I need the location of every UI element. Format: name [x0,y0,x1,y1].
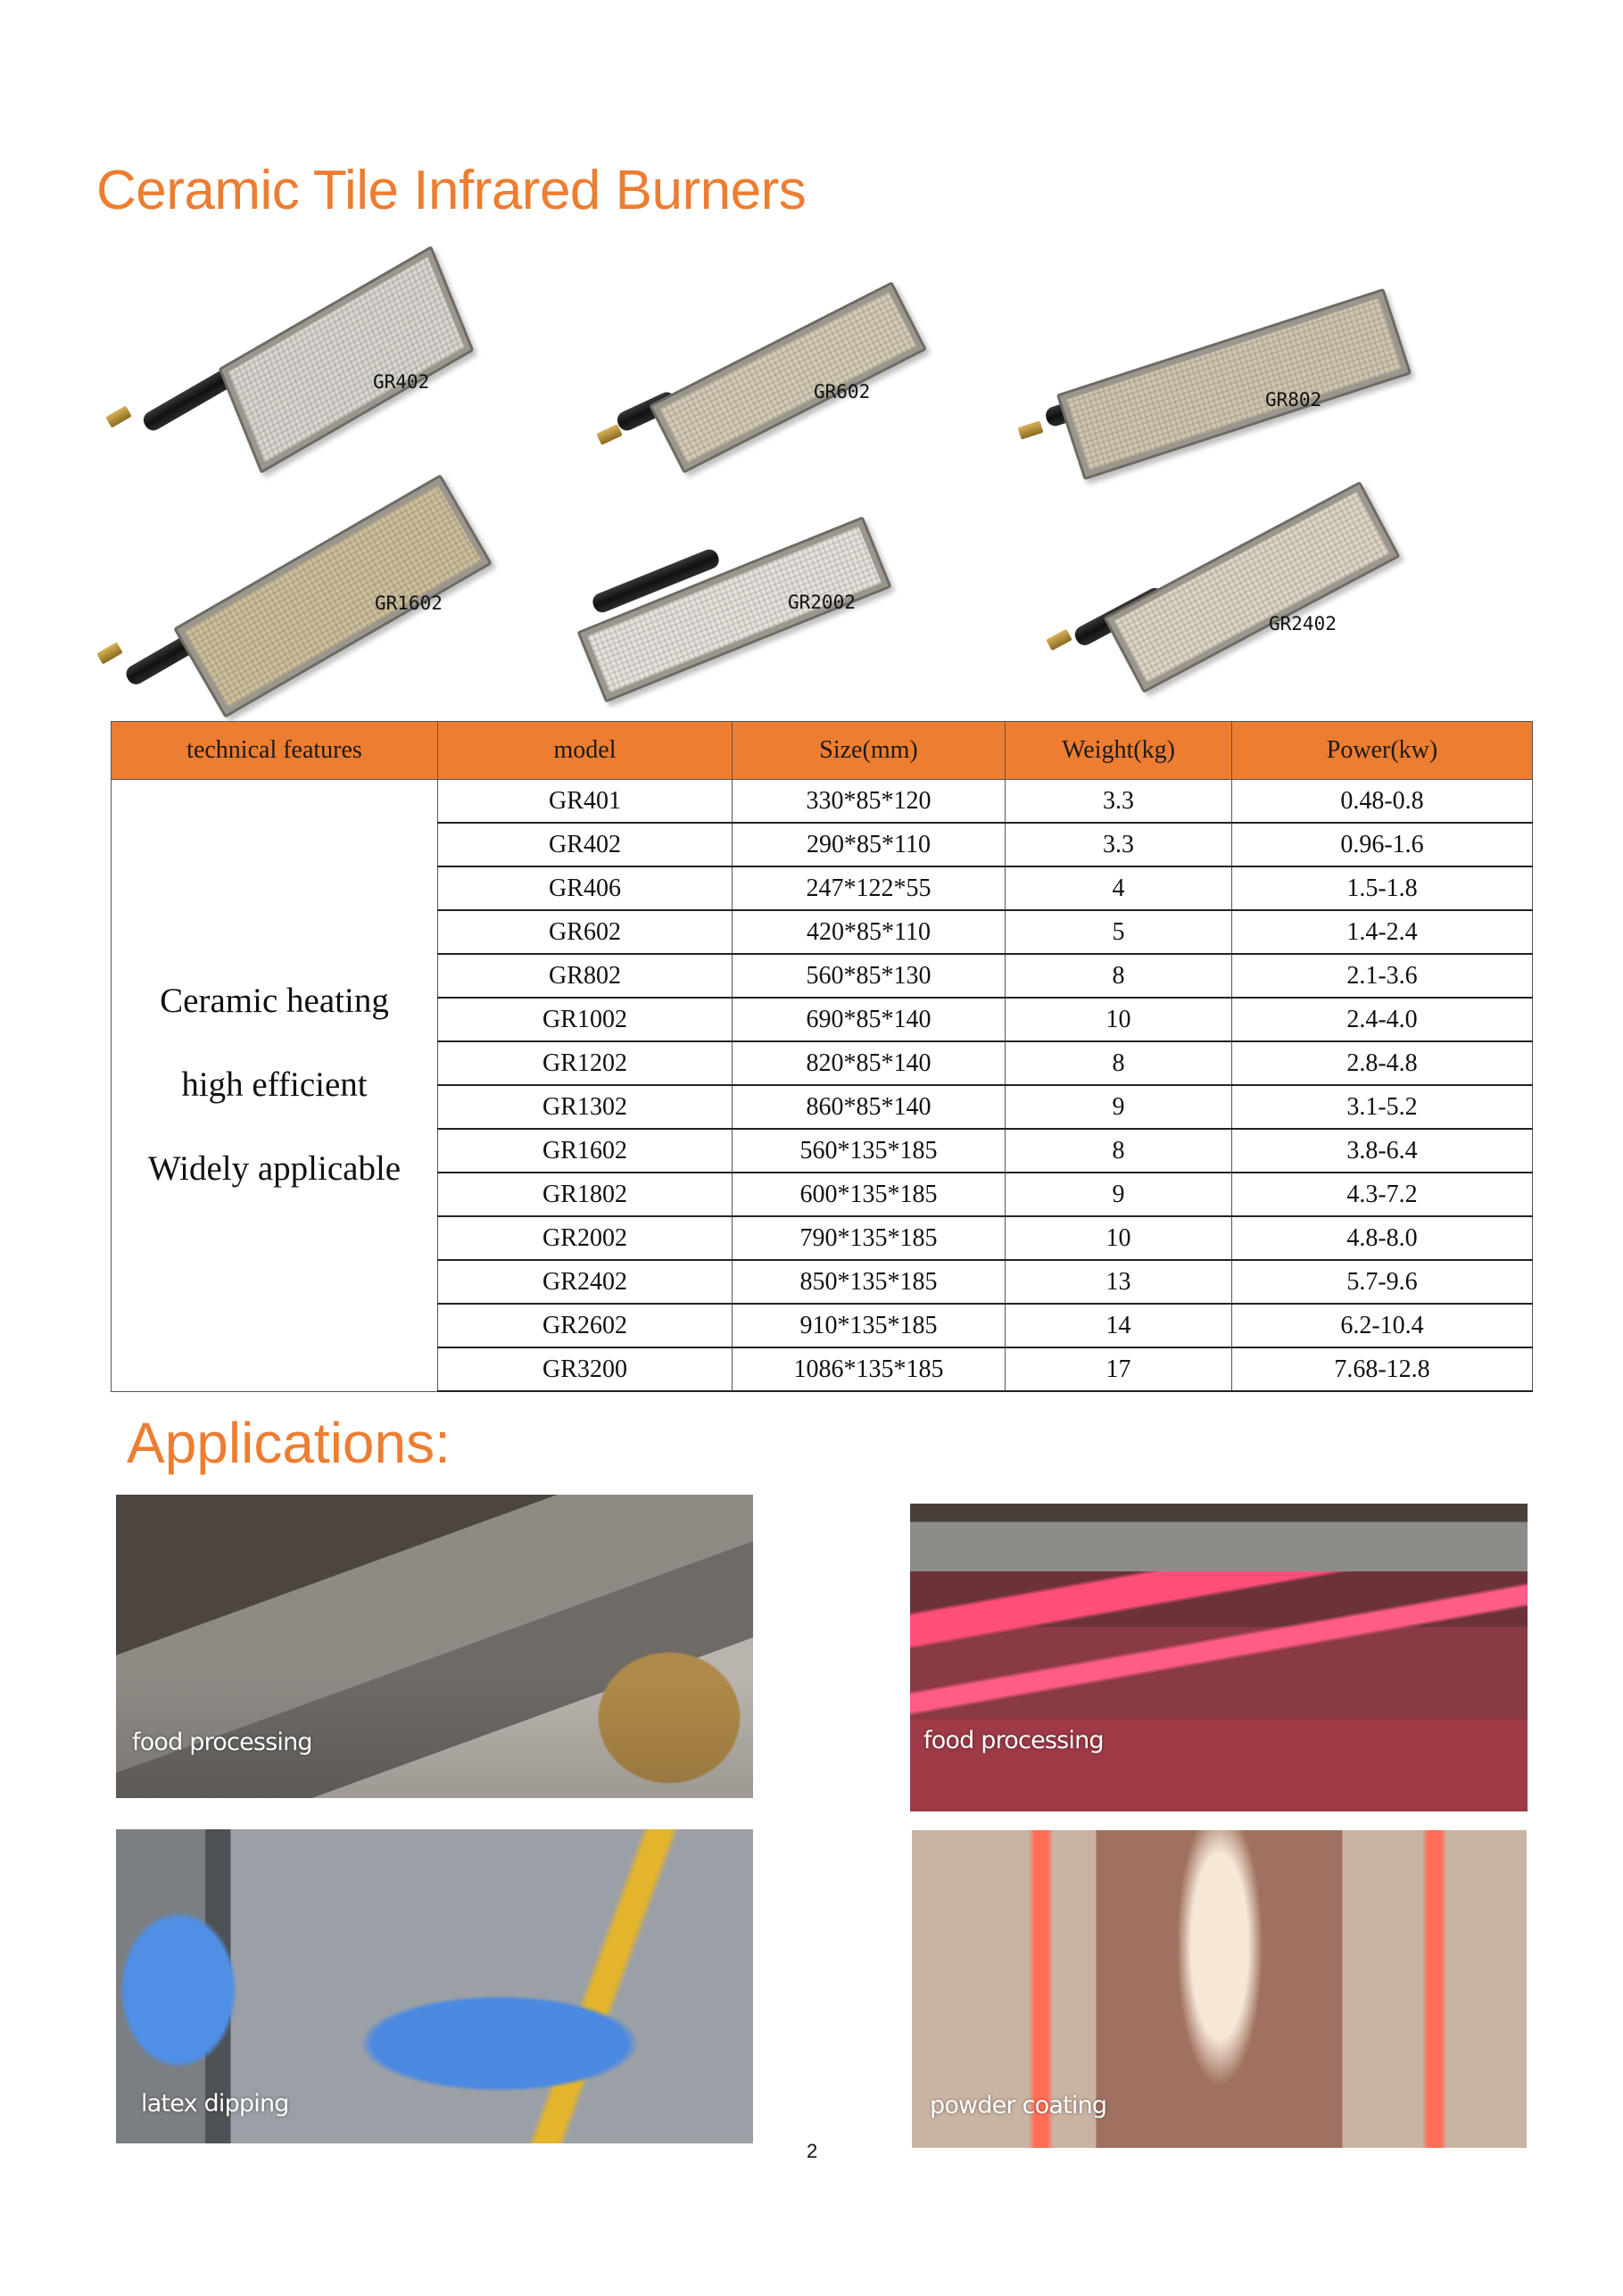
weight-cell: 9 [1006,1173,1232,1216]
header-technical-features: technical features [112,722,438,780]
model-cell: GR1802 [438,1173,733,1216]
page-number: 2 [807,2140,818,2162]
model-cell: GR1202 [438,1041,733,1085]
spec-table [111,721,1533,1392]
weight-cell: 3.3 [1006,780,1232,824]
product-label: GR1602 [375,593,443,614]
weight-cell: 8 [1006,1129,1232,1173]
burner-image-gr402 [107,268,482,446]
application-photo-food-processing-1 [116,1495,753,1798]
power-cell: 1.4-2.4 [1232,910,1533,954]
model-cell: GR802 [438,954,733,998]
model-cell: GR1602 [438,1129,733,1173]
size-cell: 420*85*110 [733,910,1006,954]
burner-image-gr1602 [98,482,509,678]
model-cell: GR2402 [438,1260,733,1304]
applications-heading: Applications: [127,1411,451,1475]
model-cell: GR2002 [438,1216,733,1260]
technical-features-cell [112,780,438,1392]
size-cell: 247*122*55 [733,866,1006,910]
model-cell: GR1302 [438,1085,733,1129]
size-cell: 560*85*130 [733,954,1006,998]
burner-image-gr602 [580,268,919,464]
application-photo-food-processing-2 [910,1504,1528,1811]
photo-caption: food processing [132,1728,312,1756]
power-cell: 4.8-8.0 [1232,1216,1533,1260]
model-cell: GR602 [438,910,733,954]
page-title: Ceramic Tile Infrared Burners [96,160,807,221]
power-cell: 5.7-9.6 [1232,1260,1533,1304]
power-cell: 2.8-4.8 [1232,1041,1533,1085]
size-cell: 860*85*140 [733,1085,1006,1129]
weight-cell: 8 [1006,954,1232,998]
burner-image-gr2402 [1035,446,1392,678]
product-label: GR402 [373,371,430,393]
photo-caption: food processing [923,1727,1104,1754]
feature-text: Widely applicable [147,1149,402,1189]
header-weight: Weight(kg) [1006,722,1232,780]
table-row [112,780,1533,824]
application-photo-powder-coating [912,1830,1527,2148]
weight-cell: 10 [1006,1216,1232,1260]
power-cell: 1.5-1.8 [1232,866,1533,910]
weight-cell: 9 [1006,1085,1232,1129]
header-model: model [438,722,733,780]
power-cell: 2.4-4.0 [1232,998,1533,1041]
weight-cell: 8 [1006,1041,1232,1085]
power-cell: 6.2-10.4 [1232,1304,1533,1347]
power-cell: 3.8-6.4 [1232,1129,1533,1173]
weight-cell: 4 [1006,866,1232,910]
size-cell: 560*135*185 [733,1129,1006,1173]
product-label: GR2402 [1269,613,1337,634]
product-label: GR802 [1265,389,1322,410]
product-label: GR602 [814,381,871,402]
power-cell: 2.1-3.6 [1232,954,1533,998]
model-cell: GR1002 [438,998,733,1041]
photo-caption: latex dipping [141,2090,289,2118]
power-cell: 0.96-1.6 [1232,823,1533,866]
weight-cell: 10 [1006,998,1232,1041]
size-cell: 330*85*120 [733,780,1006,824]
product-label: GR2002 [788,592,856,613]
weight-cell: 17 [1006,1347,1232,1391]
weight-cell: 3.3 [1006,823,1232,866]
burner-image-gr2002 [562,473,901,678]
model-cell: GR402 [438,823,733,866]
header-size: Size(mm) [733,722,1006,780]
weight-cell: 5 [1006,910,1232,954]
size-cell: 690*85*140 [733,998,1006,1041]
photo-caption: powder coating [930,2092,1107,2119]
weight-cell: 13 [1006,1260,1232,1304]
model-cell: GR3200 [438,1347,733,1391]
size-cell: 790*135*185 [733,1216,1006,1260]
size-cell: 910*135*185 [733,1304,1006,1347]
model-cell: GR2602 [438,1304,733,1347]
header-power: Power(kw) [1232,722,1533,780]
model-cell: GR406 [438,866,733,910]
power-cell: 0.48-0.8 [1232,780,1533,824]
size-cell: 600*135*185 [733,1173,1006,1216]
model-cell: GR401 [438,780,733,824]
burner-image-gr802 [999,268,1401,473]
size-cell: 290*85*110 [733,823,1006,866]
size-cell: 850*135*185 [733,1260,1006,1304]
power-cell: 7.68-12.8 [1232,1347,1533,1391]
feature-text: Ceramic heating [160,982,389,1021]
size-cell: 820*85*140 [733,1041,1006,1085]
power-cell: 4.3-7.2 [1232,1173,1533,1216]
size-cell: 1086*135*185 [733,1347,1006,1391]
feature-text: high efficient [181,1065,368,1105]
weight-cell: 14 [1006,1304,1232,1347]
application-photo-latex-dipping [116,1829,753,2143]
table-header-row [112,722,1533,780]
power-cell: 3.1-5.2 [1232,1085,1533,1129]
